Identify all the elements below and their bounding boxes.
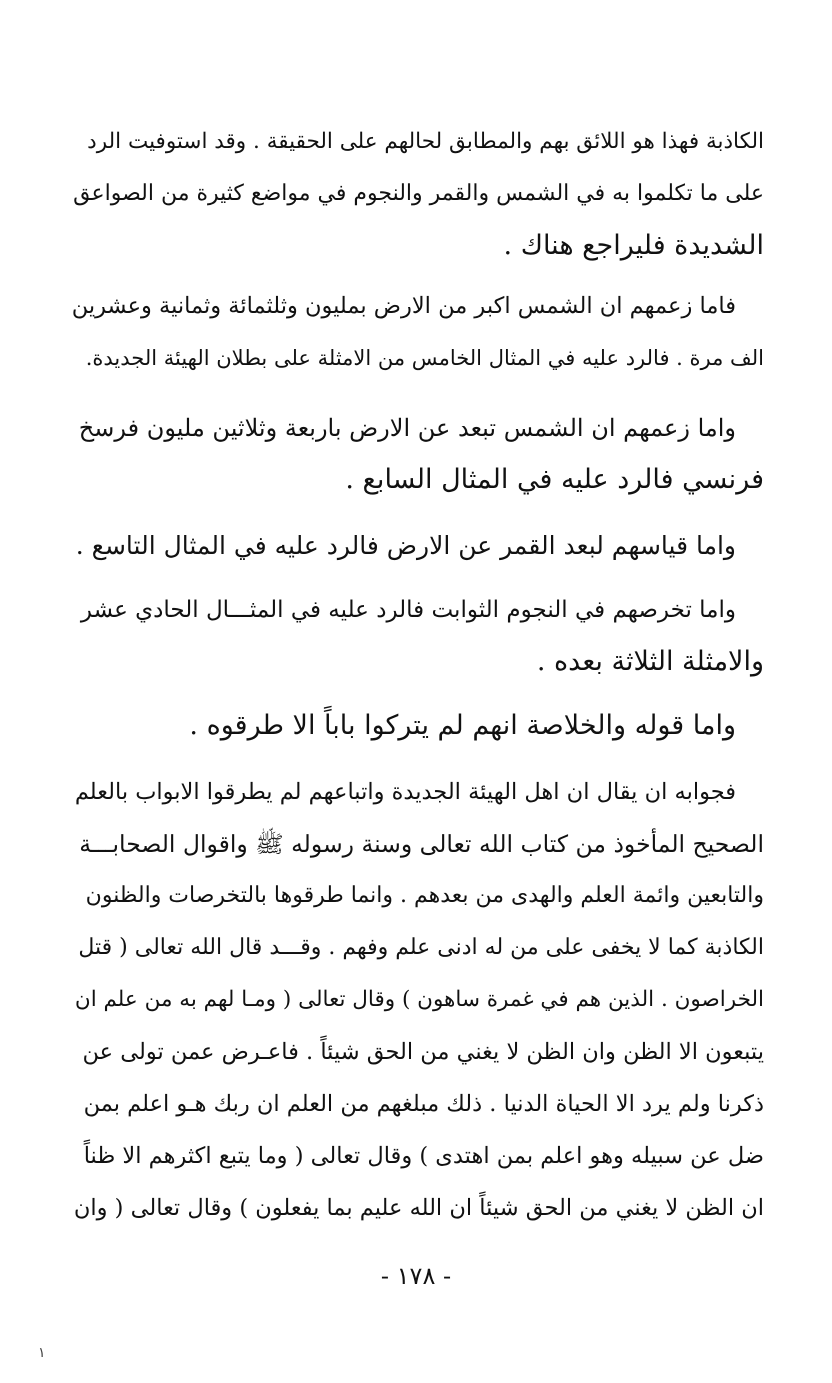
text-line: الكاذبة فهذا هو اللائق بهم والمطابق لحالهم على الحقيقة . وقد استوفيت الرد bbox=[87, 129, 764, 154]
corner-mark: ١ bbox=[38, 1345, 46, 1361]
text-line: فجوابه ان يقال ان اهل الهيئة الجديدة واتباعهم لم يطرقوا الابواب بالعلم bbox=[74, 779, 736, 805]
paragraph-7 bbox=[72, 766, 764, 1234]
text-line: ان الظن لا يغني من الحق شيئاً ان الله عليم بما يفعلون ) وقال تعالى ( وان bbox=[73, 1195, 764, 1221]
text-line: الكاذبة كما لا يخفى على من له ادنى علم وفهم . وقـــد قال الله تعالى ( قتل bbox=[78, 935, 764, 960]
text-line: الخراصون . الذين هم في غمرة ساهون ) وقال تعالى ( ومـا لهم به من علم ان bbox=[74, 987, 764, 1012]
text-line: ضل عن سبيله وهو اعلم بمن اهتدى ) وقال تعالى ( وما يتبع اكثرهم الا ظناً bbox=[83, 1143, 764, 1169]
text-line: على ما تكلموا به في الشمس والقمر والنجوم في مواضع كثيرة من الصواعق bbox=[73, 181, 764, 206]
text-line: والتابعين وائمة العلم والهدى من بعدهم . وانما طرقوها بالتخرصات والظنون bbox=[85, 883, 764, 908]
text-line: الف مرة . فالرد عليه في المثال الخامس من الامثلة على بطلان الهيئة الجديدة. bbox=[85, 346, 764, 370]
text-line: واما تخرصهم في النجوم الثوابت فالرد عليه في المثـــال الحادي عشر bbox=[80, 597, 736, 623]
page-number: - ١٧٨ - bbox=[380, 1262, 452, 1290]
text-line: الشديدة فليراجع هناك . bbox=[503, 230, 764, 261]
text-line: ذكرنا ولم يرد الا الحياة الدنيا . ذلك مبلغهم من العلم ان ربك هـو اعلم بمن bbox=[83, 1091, 764, 1117]
paragraph-6 bbox=[72, 700, 764, 752]
paragraph-4 bbox=[72, 520, 764, 572]
paragraph-5 bbox=[72, 584, 764, 688]
text-line: يتبعون الا الظن وان الظن لا يغني من الحق شيئاً . فاعـرض عمن تولى عن bbox=[82, 1039, 764, 1065]
text-line: الصحيح المأخوذ من كتاب الله تعالى وسنة رسوله ﷺ واقوال الصحابـــة bbox=[79, 830, 764, 858]
paragraph-2 bbox=[72, 280, 764, 384]
paragraph-1 bbox=[72, 116, 764, 272]
text-line: فرنسي فالرد عليه في المثال السابع . bbox=[345, 464, 764, 495]
text-line: واما قوله والخلاصة انهم لم يتركوا باباً الا طرقوه . bbox=[189, 710, 736, 741]
text-line: واما زعمهم ان الشمس تبعد عن الارض باربعة وثلاثين مليون فرسخ bbox=[78, 414, 736, 442]
text-line: والامثلة الثلاثة بعده . bbox=[536, 646, 764, 677]
text-line: واما قياسهم لبعد القمر عن الارض فالرد عليه في المثال التاسع . bbox=[75, 531, 736, 560]
paragraph-3 bbox=[72, 402, 764, 506]
text-line: فاما زعمهم ان الشمس اكبر من الارض بمليون وثلثمائة وثمانية وعشرين bbox=[72, 293, 736, 319]
